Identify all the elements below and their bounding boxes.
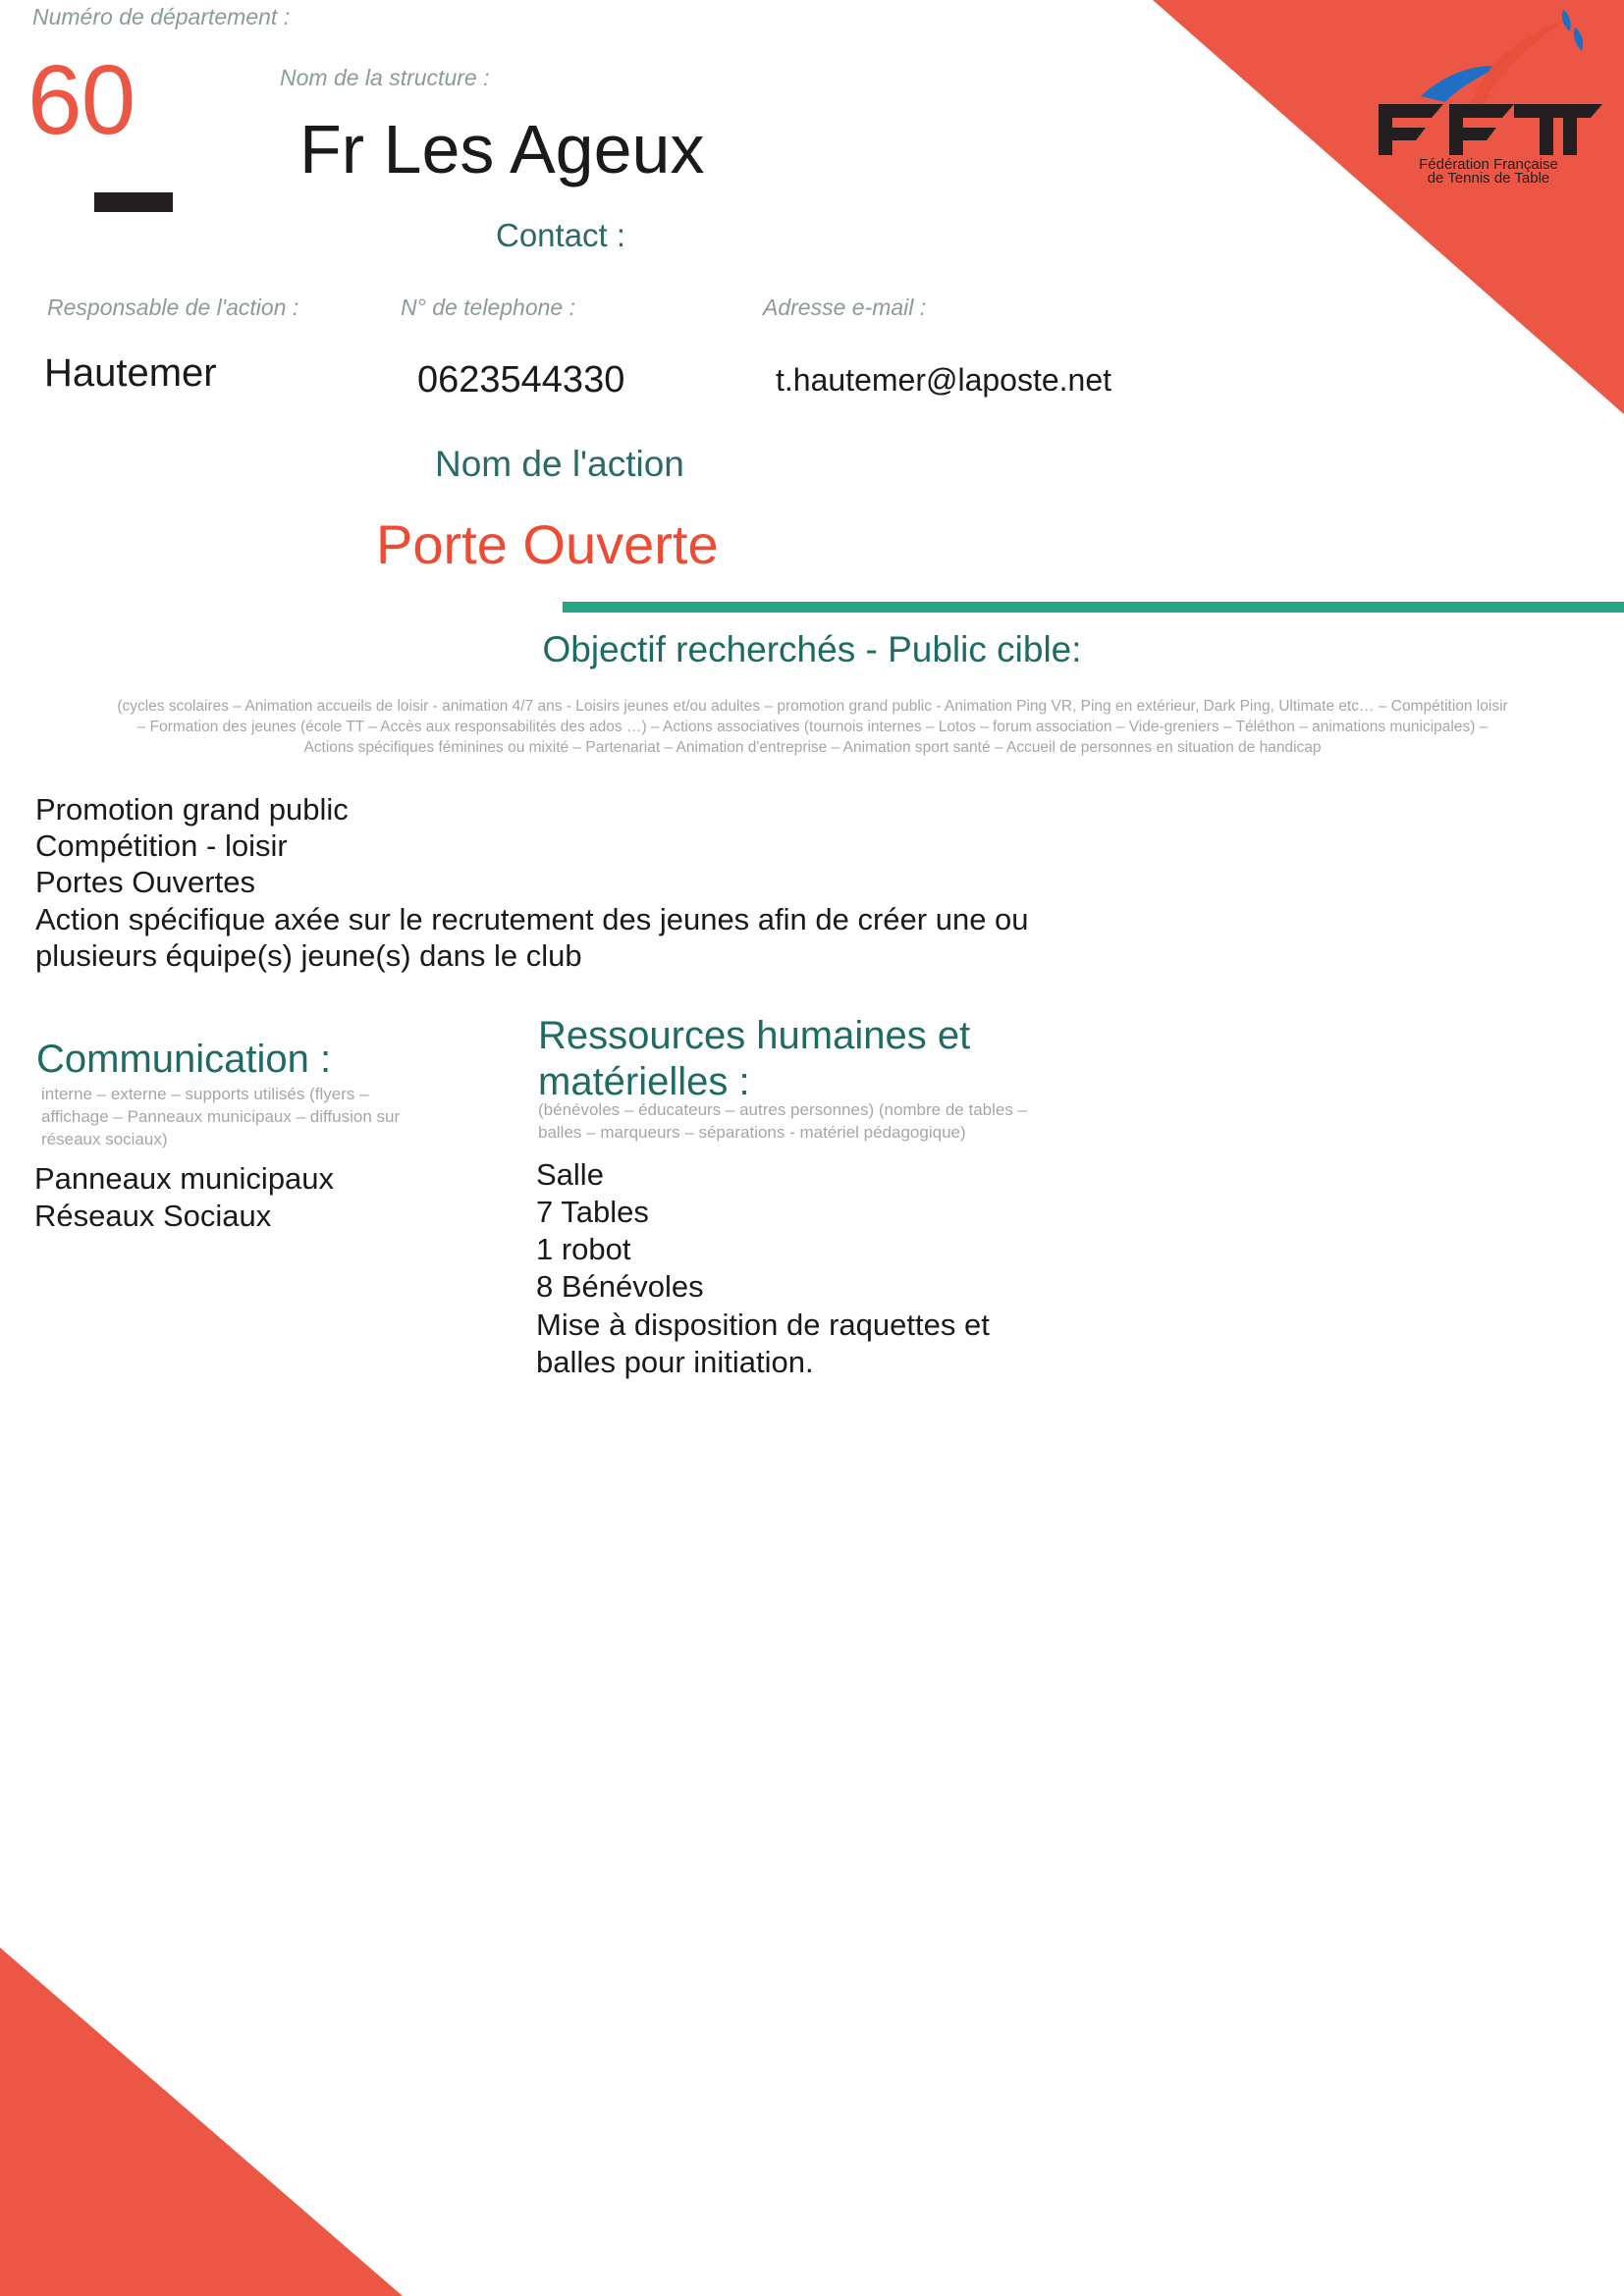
- text-line: 7 Tables: [536, 1195, 649, 1230]
- logo-line1: Fédération Française: [1419, 156, 1558, 173]
- text-line: 1 robot: [536, 1232, 631, 1267]
- text-line: plusieurs équipe(s) jeune(s) dans le club: [35, 937, 582, 973]
- text-line: 8 Bénévoles: [536, 1269, 704, 1305]
- communication-hint-text: interne – externe – supports utilisés (flyers – affichage – Panneaux municipaux – diffusion sur réseaux sociaux): [41, 1085, 401, 1148]
- fftt-logo: [1367, 6, 1602, 183]
- email-label: Adresse e-mail :: [763, 294, 927, 320]
- responsible-label: Responsable de l'action :: [47, 294, 299, 320]
- text-line: Portes Ouvertes: [35, 865, 255, 900]
- objective-hint-text: (cycles scolaires – Animation accueils de loisir - animation 4/7 ans - Loisirs jeunes et/ou adultes – promotion grand public - Animation Ping VR, Ping en extérieur, Dark Ping, Ultimate etc… – Compétition loisir – Formation des jeunes (école TT – Accès aux responsabilités des ados …) – Actions associatives (tournois internes – Lotos – forum association – Vide-greniers – Téléthon – animations municipales) – Actions spécifiques féminines ou mixité – Partenariat – Animation d'entreprise – Animation sport santé – Accueil de personnes en situation de handicap: [117, 698, 1508, 757]
- text-line: Réseaux Sociaux: [34, 1199, 272, 1234]
- department-label: Numéro de département :: [32, 4, 291, 29]
- text-line: Panneaux municipaux: [34, 1161, 335, 1196]
- resources-body-text: [536, 1156, 1027, 1381]
- responsible-value: Hautemer: [44, 351, 217, 395]
- text-line: Compétition - loisir: [35, 828, 288, 864]
- department-number-value: 60: [27, 45, 135, 155]
- text-line: balles pour initiation.: [536, 1344, 814, 1379]
- green-divider-rule: [563, 602, 1624, 613]
- objective-body-text: [35, 791, 1459, 974]
- phone-value: 0623544330: [417, 359, 625, 400]
- redaction-bar: [94, 192, 173, 212]
- structure-name-value: Fr Les Ageux: [299, 111, 705, 187]
- objective-heading: Objectif recherchés - Public cible:: [542, 629, 1082, 669]
- phone-label: N° de telephone :: [401, 294, 575, 320]
- bottom-left-red-triangle-decoration: [0, 1948, 403, 2296]
- communication-heading: Communication :: [36, 1038, 332, 1081]
- communication-body-text: [34, 1160, 496, 1235]
- action-name-value: Porte Ouverte: [376, 513, 719, 575]
- contact-heading: Contact :: [496, 217, 626, 253]
- action-name-label: Nom de l'action: [435, 444, 684, 484]
- structure-label: Nom de la structure :: [280, 65, 490, 90]
- email-value: t.hautemer@laposte.net: [776, 362, 1112, 398]
- text-line: Promotion grand public: [35, 792, 349, 827]
- text-line: Mise à disposition de raquettes et: [536, 1307, 990, 1342]
- resources-hint-text: (bénévoles – éducateurs – autres personnes) (nombre de tables – balles – marqueurs – séparations - matériel pédagogique): [538, 1100, 1028, 1142]
- logo-line2: de Tennis de Table: [1427, 170, 1550, 183]
- text-line: Salle: [536, 1157, 604, 1192]
- resources-heading: Ressources humaines et matérielles :: [538, 1014, 971, 1103]
- fftt-logo-graphic: [1367, 6, 1602, 183]
- text-line: Action spécifique axée sur le recrutement des jeunes afin de créer une ou: [35, 901, 1029, 936]
